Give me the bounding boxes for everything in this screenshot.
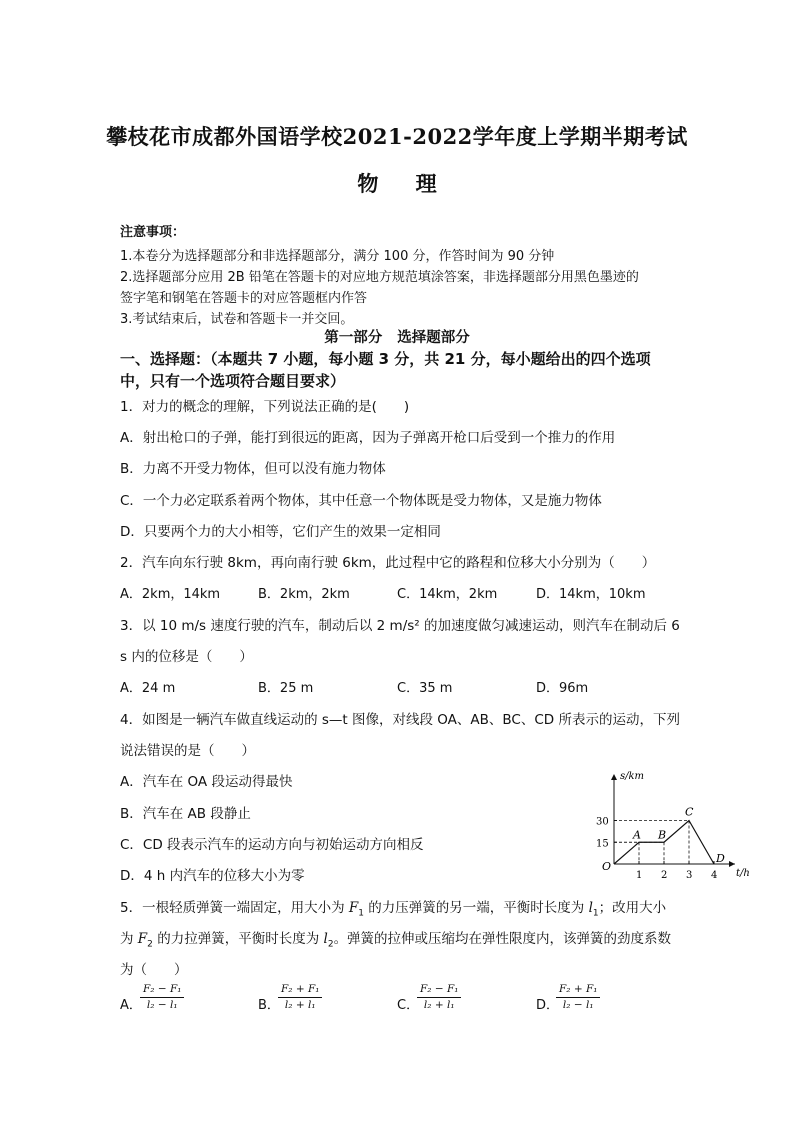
- question-3-stem-cont: s 内的位移是（ ）: [120, 649, 253, 665]
- q5-text: 5．一根轻质弹簧一端固定，用大小为: [120, 900, 349, 916]
- point-label: B: [658, 828, 667, 842]
- q4-option-d: D．4 h 内汽车的位移大小为零: [120, 868, 305, 884]
- q5-subscript: 2: [147, 939, 153, 950]
- q5-subscript: 2: [327, 939, 334, 950]
- fraction-denominator: l₂ + l₁: [284, 999, 316, 1011]
- point-label: C: [685, 805, 694, 819]
- q5-option-d-letter: D．: [536, 998, 560, 1013]
- q5-force-symbol: F: [348, 900, 359, 916]
- question-1-stem: 1．对力的概念的理解，下列说法正确的是( ): [120, 399, 410, 415]
- question-4-stem-cont: 说法错误的是（ ）: [120, 743, 255, 759]
- x-axis-label: t/h: [736, 868, 750, 879]
- q5-length-symbol: l: [588, 900, 593, 916]
- fraction-numerator: F₂ − F₁: [417, 983, 461, 998]
- q1-option-b: B．力离不开受力物体，但可以没有施力物体: [120, 461, 386, 477]
- y-axis-arrow: [611, 774, 617, 780]
- subject-title: 物 理: [357, 171, 437, 196]
- q5-option-a-letter: A．: [120, 998, 142, 1013]
- q5-length-symbol: l: [323, 931, 328, 947]
- q5-option-d-fraction: [556, 983, 600, 1012]
- question-4-stem: 4．如图是一辆汽车做直线运动的 s—t 图像，对线段 OA、AB、BC、CD 所表示的运动，下列: [120, 712, 680, 728]
- q1-option-d: D．只要两个力的大小相等，它们产生的效果一定相同: [120, 524, 441, 540]
- notice-item: 3.考试结束后，试卷和答题卡一并交回。: [120, 312, 354, 327]
- q4-option-b: B．汽车在 AB 段静止: [120, 806, 251, 822]
- q3-option-d: D．96m: [536, 681, 589, 696]
- notice-item: 2.选择题部分应用 2B 铅笔在答题卡的对应地方规范填涂答案，非选择题部分用黑色墨迹的: [120, 270, 639, 285]
- q5-option-c-fraction: [417, 983, 461, 1012]
- y-tick-label: 15: [596, 838, 609, 850]
- q2-option-d: D．14km，10km: [536, 587, 646, 602]
- fraction-denominator: l₂ − l₁: [146, 999, 178, 1011]
- x-tick-label: 3: [686, 870, 693, 881]
- fraction-denominator: l₂ + l₁: [423, 999, 455, 1011]
- fraction-numerator: F₂ + F₁: [556, 983, 600, 998]
- fraction-numerator: F₂ − F₁: [140, 983, 184, 998]
- q5-text: ；改用大小: [598, 900, 667, 916]
- q5-text: 为: [120, 931, 138, 947]
- q2-option-a: A．2km，14km: [120, 587, 221, 602]
- q5-option-a-fraction: [140, 983, 184, 1012]
- question-2-stem: 2．汽车向东行驶 8km，再向南行驶 6km，此过程中它的路程和位移大小分别为（ ）: [120, 555, 656, 571]
- part-title: 第一部分 选择题部分: [324, 330, 470, 346]
- question-5-stem: [120, 896, 666, 919]
- question-5-stem-end: 为（ ）: [120, 962, 188, 978]
- q5-text: 的力拉弹簧，平衡时长度为: [152, 931, 324, 947]
- q3-option-b: B．25 m: [258, 681, 314, 696]
- section-heading: 中，只有一个选项符合题目要求）: [120, 372, 346, 390]
- q3-option-a: A．24 m: [120, 681, 176, 696]
- point-label: D: [716, 852, 725, 865]
- notice-item: 签字笔和钢笔在答题卡的对应答题框内作答: [120, 291, 368, 306]
- q5-option-b-fraction: [278, 983, 322, 1012]
- x-axis-arrow: [729, 861, 735, 867]
- q4-option-c: C．CD 段表示汽车的运动方向与初始运动方向相反: [120, 837, 424, 853]
- x-tick-label: 1: [636, 870, 643, 881]
- point-label: A: [633, 828, 641, 842]
- fraction-denominator: l₂ − l₁: [562, 999, 594, 1011]
- q5-text: 。弹簧的拉伸或压缩均在弹性限度内，该弹簧的劲度系数: [333, 931, 672, 947]
- x-tick-label: 2: [661, 870, 668, 881]
- y-axis-label: s/km: [620, 771, 645, 782]
- notice-heading: 注意事项：: [120, 225, 186, 240]
- q5-option-b-letter: B．: [258, 998, 280, 1013]
- section-heading: 一、选择题：（本题共 7 小题，每小题 3 分，共 21 分，每小题给出的四个选项: [120, 350, 651, 368]
- q1-option-a: A．射出枪口的子弹，能打到很远的距离，因为子弹离开枪口后受到一个推力的作用: [120, 430, 616, 446]
- q1-option-c: C．一个力必定联系着两个物体，其中任意一个物体既是受力物体，又是施力物体: [120, 493, 602, 509]
- exam-title: 攀枝花市成都外国语学校2021-2022学年度上学期半期考试: [106, 124, 688, 149]
- q5-force-symbol: F: [137, 931, 148, 947]
- q5-text: 的力压弹簧的另一端，平衡时长度为: [364, 900, 589, 916]
- q5-subscript: 1: [592, 908, 599, 919]
- q2-option-b: B．2km，2km: [258, 587, 350, 602]
- y-tick-label: 30: [596, 816, 609, 828]
- question-3-stem: 3．以 10 m/s 速度行驶的汽车，制动后以 2 m/s² 的加速度做匀减速运动，则汽车在制动后 6: [120, 618, 680, 634]
- fraction-numerator: F₂ + F₁: [278, 983, 322, 998]
- q5-option-c-letter: C．: [397, 998, 420, 1013]
- q2-option-c: C．14km，2km: [397, 587, 498, 602]
- s-t-graph: [590, 766, 760, 884]
- notice-item: 1.本卷分为选择题部分和非选择题部分，满分 100 分，作答时间为 90 分钟: [120, 249, 555, 264]
- x-tick-label: 4: [711, 870, 718, 881]
- origin-label: O: [602, 860, 612, 873]
- q5-subscript: 1: [358, 908, 364, 919]
- q4-option-a: A．汽车在 OA 段运动得最快: [120, 774, 293, 790]
- q3-option-c: C．35 m: [397, 681, 453, 696]
- question-5-stem-cont: [120, 927, 671, 950]
